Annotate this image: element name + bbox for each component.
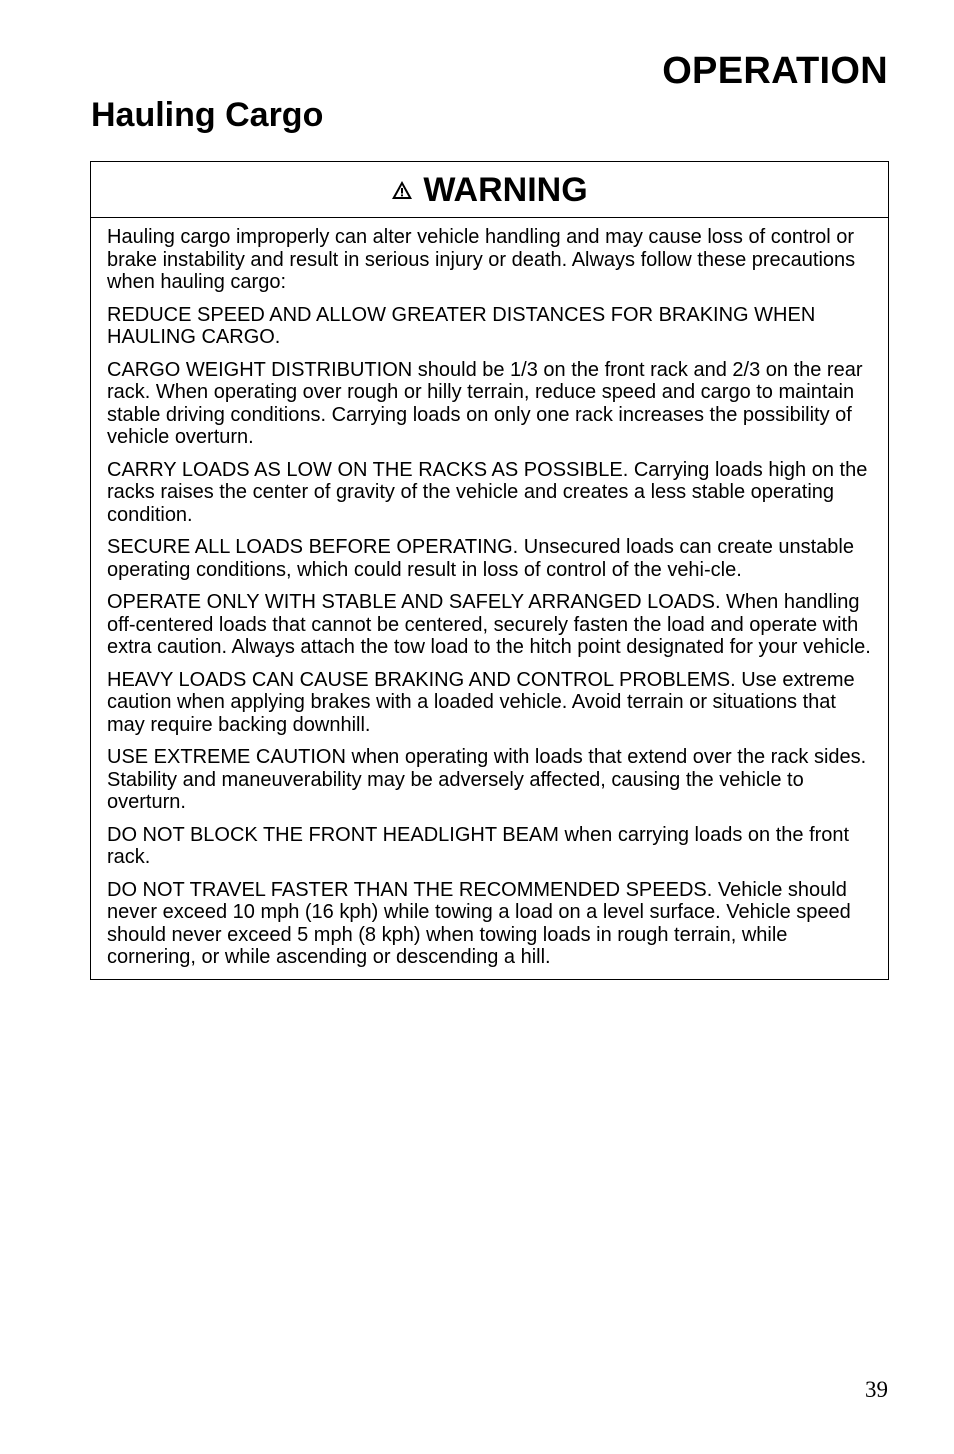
warning-paragraph: OPERATE ONLY WITH STABLE AND SAFELY ARRANGED LOADS. When handling off-centered loads that cannot be centered, securely fasten the load and operate with extra caution. Always attach the tow load to the hitch point designated for your vehicle. bbox=[107, 591, 871, 658]
warning-paragraph: USE EXTREME CAUTION when operating with loads that extend over the rack sides. Stability and maneuverability may be adversely affected, causing the vehicle to overturn. bbox=[107, 746, 867, 813]
warning-paragraph: Hauling cargo improperly can alter vehicle handling and may cause loss of control or brake instability and result in serious injury or death. Always follow these precautions when hauling cargo: bbox=[107, 226, 856, 293]
warning-paragraph: DO NOT TRAVEL FASTER THAN THE RECOMMENDED SPEEDS. Vehicle should never exceed 10 mph (16 kph) while towing a load on a level surface. Vehicle speed should never exceed 5 mph (8 kph) when towing loads in rough terrain, while cornering, or while ascending or descending a hill. bbox=[107, 878, 851, 968]
section-header: OPERATION bbox=[662, 50, 888, 92]
warning-paragraph: SECURE ALL LOADS BEFORE OPERATING. Unsecured loads can create unstable operating conditions, which could result in loss of control of the vehi-cle. bbox=[107, 536, 854, 581]
warning-box bbox=[90, 161, 889, 980]
page-title: Hauling Cargo bbox=[91, 96, 324, 134]
warning-paragraph: DO NOT BLOCK THE FRONT HEADLIGHT BEAM when carrying loads on the front rack. bbox=[107, 823, 850, 868]
warning-body bbox=[91, 218, 888, 979]
page-number: 39 bbox=[865, 1377, 888, 1402]
warning-paragraph: CARRY LOADS AS LOW ON THE RACKS AS POSSIBLE. Carrying loads high on the racks raises the center of gravity of the vehicle and creates a less stable operating condition. bbox=[107, 458, 868, 526]
warning-triangle-icon bbox=[391, 180, 413, 200]
warning-header bbox=[91, 162, 888, 218]
warning-paragraph: HEAVY LOADS CAN CAUSE BRAKING AND CONTROL PROBLEMS. Use extreme caution when applying brakes with a loaded vehicle. Avoid terrain or situations that may require backing downhill. bbox=[107, 668, 855, 736]
warning-paragraph: CARGO WEIGHT DISTRIBUTION should be 1/3 on the front rack and 2/3 on the rear rack. When operating over rough or hilly terrain, reduce speed and cargo to maintain stable driving conditions. Carrying loads on only one rack increases the possibility of vehicle overturn. bbox=[107, 358, 863, 448]
warning-paragraph: REDUCE SPEED AND ALLOW GREATER DISTANCES FOR BRAKING WHEN HAULING CARGO. bbox=[107, 303, 816, 348]
warning-title: WARNING bbox=[423, 170, 588, 209]
